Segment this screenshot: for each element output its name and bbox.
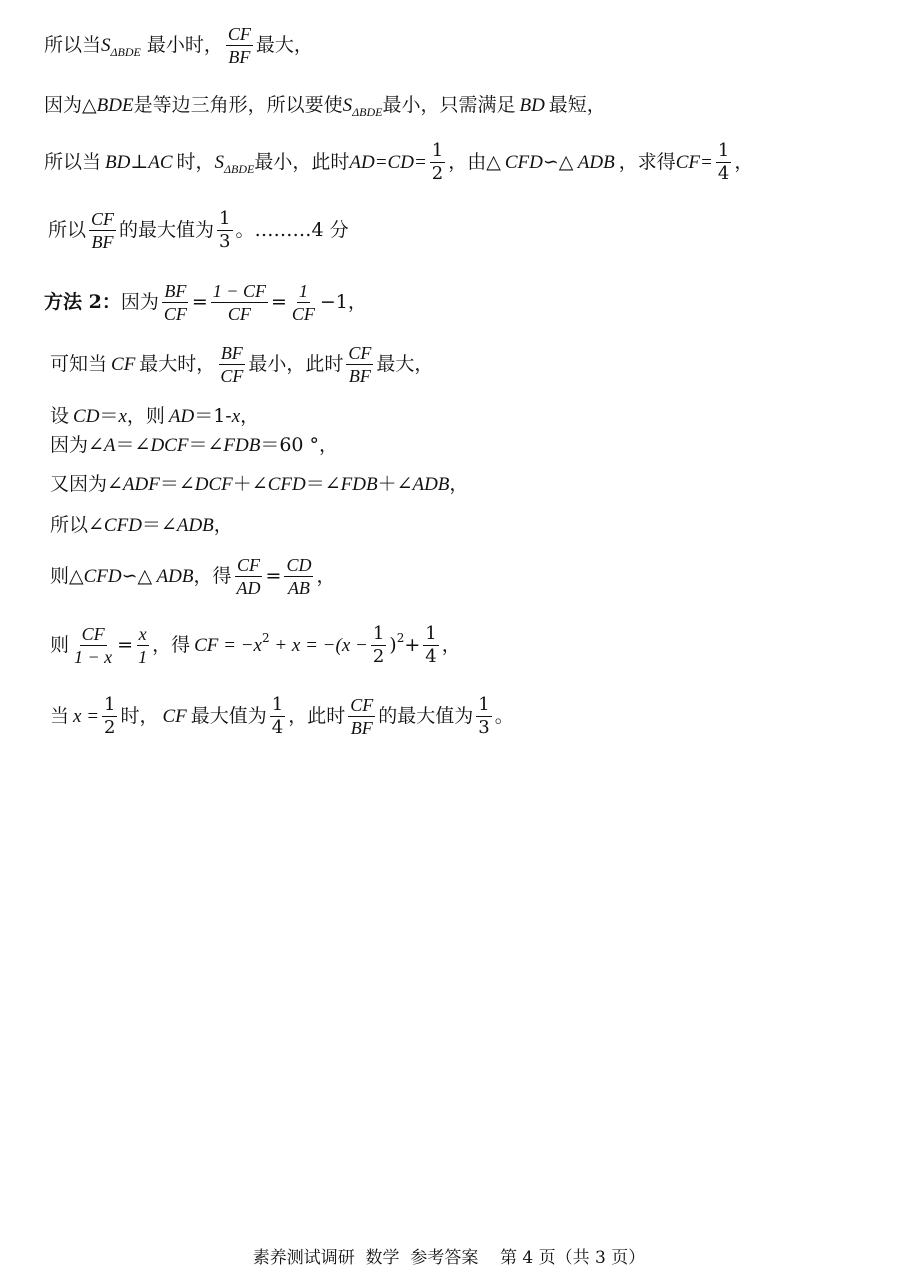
denominator: 4 (271, 717, 284, 738)
denominator: CF (163, 304, 187, 324)
denominator: BF (228, 47, 251, 67)
fraction (136, 625, 149, 666)
text: 最大， (255, 34, 313, 56)
math-var: S (101, 35, 111, 56)
line-6 (50, 344, 433, 385)
text: ， (441, 634, 461, 656)
math-var: S (214, 152, 225, 173)
text: 的最大值为 (119, 219, 215, 241)
math-var: S (342, 95, 353, 116)
fraction (218, 344, 245, 385)
denominator: AD (236, 578, 261, 598)
fraction (290, 282, 317, 323)
text: ，则 (126, 405, 165, 427)
denominator: 2 (372, 646, 385, 667)
math-expr: CF= (675, 152, 713, 173)
exponent: 2 (396, 630, 405, 645)
text: 最短， (548, 94, 606, 116)
text: 最大时， (139, 353, 216, 375)
math-var: A (103, 435, 116, 456)
text: ，得 (152, 634, 191, 656)
line-9 (50, 475, 468, 494)
numerator: CD (286, 555, 312, 575)
text: 。………4 分 (235, 219, 349, 241)
equals: = (117, 634, 134, 656)
line-11 (50, 556, 335, 597)
fraction (102, 696, 117, 737)
fraction (716, 142, 731, 183)
line-7 (50, 407, 259, 426)
text: ，得 (193, 565, 232, 587)
fraction (72, 625, 114, 666)
text: 设 (50, 405, 70, 427)
text: ＋∠ (377, 473, 413, 495)
math-var: DCF (194, 474, 233, 495)
text: ，求得 (618, 151, 676, 173)
text: ＝60 °， (260, 434, 339, 456)
denominator: 3 (219, 231, 231, 252)
math-expr: x = (73, 706, 100, 727)
numerator: CF (227, 24, 251, 44)
fraction (423, 625, 438, 666)
page-footer: 素养测试调研 数学 参考答案 第 4 页（共 3 页） (252, 1248, 646, 1268)
numerator: CF (81, 624, 105, 644)
fraction (348, 696, 375, 737)
math-var: ADF (122, 474, 160, 495)
text: ＝1- (194, 405, 232, 427)
line-1 (44, 25, 313, 66)
text: 的最大值为 (378, 705, 474, 727)
numerator: CF (348, 343, 372, 363)
fraction (217, 210, 232, 251)
line-2 (44, 94, 606, 119)
math-var: x (118, 406, 127, 427)
math-var: CF (162, 706, 187, 727)
line-4 (48, 210, 349, 251)
text: ， (449, 473, 469, 495)
denominator: BF (91, 232, 114, 252)
numerator: 1 − CF (212, 281, 266, 301)
denominator: CF (220, 366, 244, 386)
equals: = (270, 291, 287, 313)
text: ， (240, 405, 260, 427)
numerator: 1 (104, 694, 116, 715)
math-var: AD (168, 406, 195, 427)
numerator: 1 (478, 694, 490, 715)
math-expr: ) (389, 634, 397, 656)
numerator: BF (164, 281, 187, 301)
text: ， (316, 565, 336, 587)
fraction (270, 696, 285, 737)
text: ＝∠ (159, 473, 195, 495)
method-label: 方法 2： (44, 291, 121, 313)
math-expr: CFD∽△ ADB (504, 152, 615, 173)
fraction (226, 25, 253, 66)
denominator: AB (287, 578, 310, 598)
fraction (476, 696, 491, 737)
math-var: CFD (267, 474, 306, 495)
fraction (211, 282, 268, 323)
text: 当 (50, 705, 70, 727)
numerator: 1 (431, 140, 444, 161)
numerator: 1 (219, 208, 231, 229)
text: ，由△ (448, 151, 501, 173)
text: 则△ (50, 565, 84, 587)
text: 所以∠ (50, 514, 104, 536)
math-expr: AD=CD= (349, 152, 427, 173)
math-expr: + (404, 634, 421, 656)
text: 所以当 (44, 151, 102, 173)
math-var: CD (73, 406, 100, 427)
numerator: 1 (425, 623, 437, 644)
text: 时， (120, 705, 159, 727)
line-10 (50, 516, 233, 535)
fraction (346, 344, 373, 385)
text: 最小，只需满足 (382, 94, 516, 116)
denominator: 3 (478, 717, 490, 738)
numerator: 1 (717, 140, 730, 161)
text: 因为 (120, 291, 159, 313)
text: 是等边三角形，所以要使 (133, 94, 343, 116)
math-var: FDB (340, 474, 378, 495)
fraction (284, 556, 313, 597)
text: ＋∠ (232, 473, 268, 495)
text: ＝∠ (115, 434, 151, 456)
text: ＝∠ (188, 434, 224, 456)
text: ＝∠ (305, 473, 341, 495)
numerator: 1 (298, 281, 308, 301)
fraction (89, 210, 116, 251)
text: 时， (176, 151, 215, 173)
math-sub: ΔBDE (352, 104, 383, 119)
text: 最小，此时 (254, 151, 350, 173)
text: 所以 (48, 219, 87, 241)
numerator: BF (220, 343, 243, 363)
math-sub: ΔBDE (224, 161, 255, 176)
numerator: CF (91, 209, 115, 229)
text: 则 (50, 634, 70, 656)
line-5 (44, 282, 367, 323)
denominator: CF (291, 304, 315, 324)
math-var: ADB (412, 474, 450, 495)
exponent: 2 (261, 630, 270, 645)
text: 因为△ (44, 94, 97, 116)
text: ， (734, 151, 754, 173)
math-expr: CFD∽△ ADB (83, 566, 194, 587)
text: 因为∠ (50, 434, 104, 456)
text: 最小时， (146, 34, 223, 56)
denominator: 2 (431, 163, 444, 184)
fraction (162, 282, 189, 323)
text: 最小，此时 (248, 353, 344, 375)
line-8 (50, 436, 338, 455)
math-var: DCF (150, 435, 189, 456)
numerator: x (138, 624, 147, 644)
text: ＝ (99, 405, 119, 427)
math-expr: + x = −(x − (269, 635, 368, 656)
math-var: x (231, 406, 241, 427)
math-var: CFD (103, 515, 142, 536)
line-3 (44, 142, 753, 183)
denominator: BF (350, 718, 373, 738)
equals: = (191, 291, 208, 313)
text: 可知当 (50, 353, 108, 375)
text: 最大值为 (190, 705, 267, 727)
fraction (371, 625, 386, 666)
math-var: CF (111, 354, 136, 375)
text: 所以当 (44, 34, 102, 56)
numerator: CF (350, 695, 374, 715)
text: 。 (494, 705, 514, 727)
math-var: BDE (96, 95, 134, 116)
fraction (235, 556, 263, 597)
denominator: CF (227, 304, 251, 324)
text: 最大， (376, 353, 434, 375)
line-13 (50, 696, 514, 737)
line-12 (50, 625, 461, 666)
numerator: 1 (271, 694, 284, 715)
math-expr: BD⊥AC (105, 152, 173, 173)
denominator: 2 (104, 717, 116, 738)
text: ＝∠ (141, 514, 177, 536)
math-var: ADB (176, 515, 214, 536)
denominator: 4 (717, 163, 730, 184)
math-var: FDB (223, 435, 261, 456)
numerator: CF (237, 555, 261, 575)
fraction (430, 142, 445, 183)
text: −1， (319, 291, 367, 313)
math-var: BD (519, 95, 545, 116)
denominator: BF (348, 366, 371, 386)
text: ， (213, 514, 233, 536)
denominator: 1 − x (74, 647, 113, 667)
math-sub: ΔBDE (110, 44, 141, 59)
text: 又因为∠ (50, 473, 123, 495)
math-expr: CF = −x (194, 635, 262, 656)
denominator: 4 (425, 646, 437, 667)
numerator: 1 (372, 623, 385, 644)
denominator: 1 (138, 647, 148, 667)
text: ，此时 (288, 705, 346, 727)
equals: = (265, 565, 282, 587)
